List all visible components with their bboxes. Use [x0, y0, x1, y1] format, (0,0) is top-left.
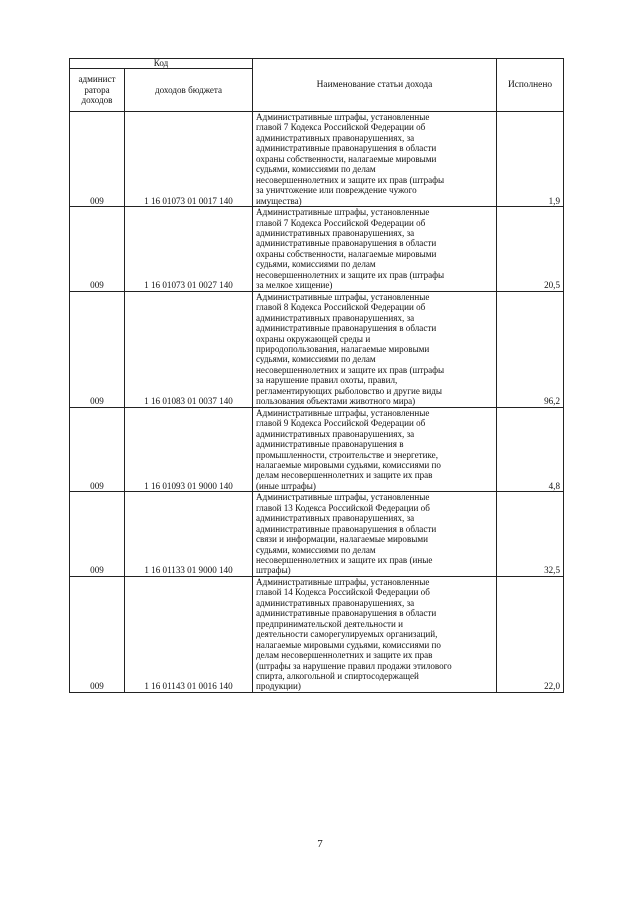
cell-revenue-code: 1 16 01093 01 9000 140 — [125, 407, 253, 492]
cell-executed: 4,8 — [497, 407, 564, 492]
cell-revenue-code: 1 16 01083 01 0037 140 — [125, 291, 253, 407]
table-row — [70, 576, 564, 692]
cell-revenue-name: Административные штрафы, установленные главой 7 Кодекса Российской Федерации об административных правонарушениях, за административные правонарушения в области охраны собственности, налагаемые мировыми судьями, комиссиями по делам несовершеннолетних и защите их прав (штрафы за мелкое хищение) — [253, 207, 497, 292]
header-kod: Код — [70, 59, 253, 69]
table-row — [70, 407, 564, 492]
cell-revenue-code: 1 16 01133 01 9000 140 — [125, 492, 253, 577]
cell-executed: 32,5 — [497, 492, 564, 577]
cell-executed: 96,2 — [497, 291, 564, 407]
revenue-table — [69, 58, 564, 693]
header-executed: Исполнено — [497, 59, 564, 112]
cell-admin-code: 009 — [70, 291, 125, 407]
table-row — [70, 291, 564, 407]
cell-admin-code: 009 — [70, 112, 125, 207]
header-row-top — [70, 59, 564, 69]
cell-revenue-name: Административные штрафы, установленные главой 9 Кодекса Российской Федерации об административных правонарушениях, за административные правонарушения в промышленности, строительстве и энергетике, налагаемые мировыми судьями, комиссиями по делам несовершеннолетних и защите их прав (иные штрафы) — [253, 407, 497, 492]
cell-revenue-name: Административные штрафы, установленные главой 8 Кодекса Российской Федерации об административных правонарушениях, за административные правонарушения в области охраны окружающей среды и природопользования, налагаемые мировыми судьями, комиссиями по делам несовершеннолетних и защите их прав (штрафы за нарушение правил охоты, правил, регламентирующих рыболовство и другие виды пользования объектами животного мира) — [253, 291, 497, 407]
cell-revenue-name: Административные штрафы, установленные главой 14 Кодекса Российской Федерации об административных правонарушениях, за административные правонарушения в области предпринимательской деятельности и деятельности саморегулируемых организаций, налагаемые мировыми судьями, комиссиями по делам несовершеннолетних и защите их прав (штрафы за нарушение правил продажи этилового спирта, алкогольной и спиртосодержащей продукции) — [253, 576, 497, 692]
table-row — [70, 112, 564, 207]
cell-executed: 20,5 — [497, 207, 564, 292]
header-code: доходов бюджета — [125, 69, 253, 112]
header-admin: админист ратора доходов — [70, 69, 125, 112]
cell-revenue-code: 1 16 01143 01 0016 140 — [125, 576, 253, 692]
cell-admin-code: 009 — [70, 207, 125, 292]
table-row — [70, 207, 564, 292]
cell-revenue-name: Административные штрафы, установленные главой 13 Кодекса Российской Федерации об административных правонарушениях, за административные правонарушения в области связи и информации, налагаемые мировыми судьями, комиссиями по делам несовершеннолетних и защите их прав (иные штрафы) — [253, 492, 497, 577]
header-name: Наименование статьи дохода — [253, 59, 497, 112]
cell-executed: 1,9 — [497, 112, 564, 207]
cell-admin-code: 009 — [70, 492, 125, 577]
cell-revenue-code: 1 16 01073 01 0017 140 — [125, 112, 253, 207]
table-row — [70, 492, 564, 577]
page-number: 7 — [317, 838, 323, 850]
cell-revenue-name: Административные штрафы, установленные главой 7 Кодекса Российской Федерации об административных правонарушениях, за административные правонарушения в области охраны собственности, налагаемые мировыми судьями, комиссиями по делам несовершеннолетних и защите их прав (штрафы за уничтожение или повреждение чужого имущества) — [253, 112, 497, 207]
cell-admin-code: 009 — [70, 407, 125, 492]
cell-executed: 22,0 — [497, 576, 564, 692]
cell-admin-code: 009 — [70, 576, 125, 692]
cell-revenue-code: 1 16 01073 01 0027 140 — [125, 207, 253, 292]
